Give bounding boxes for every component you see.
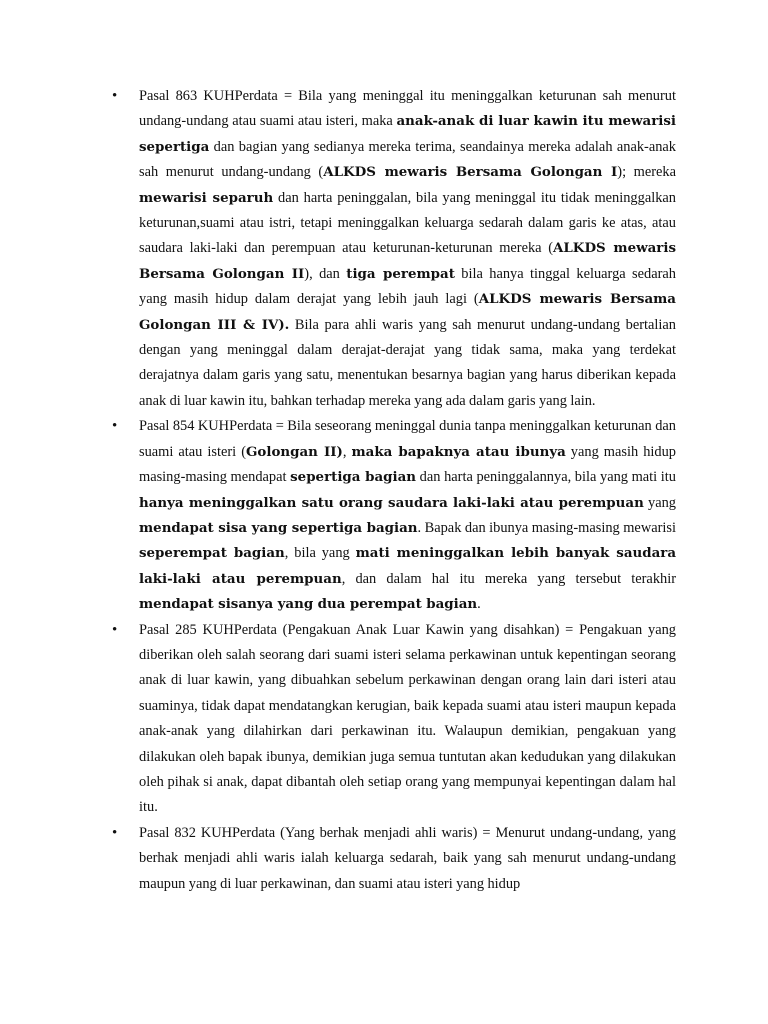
text-segment: , bbox=[342, 443, 352, 460]
text-segment: , dan dalam hal itu mereka yang tersebut terakhir bbox=[341, 570, 676, 587]
bold-text-segment: ALKDS mewaris Bersama Golongan I bbox=[323, 164, 618, 181]
bullet-icon: • bbox=[112, 824, 118, 841]
paragraph-pasal-863 bbox=[139, 84, 676, 414]
bold-text-segment: Golongan II) bbox=[246, 443, 343, 460]
bullet-icon: • bbox=[112, 88, 118, 104]
text-segment: Bila para ahli waris yang sah menurut undang-undang bertalian dengan yang meninggal dalam derajat-derajat yang tidak sama, maka yang terdekat derajatnya dalam garis yang satu, menentukan besarnya bagian yang harus diberikan kepada anak di luar kawin itu, bahkan terhadap mereka yang ada dalam garis yang lain. bbox=[139, 316, 676, 409]
list-item bbox=[112, 414, 676, 617]
text-segment: Pasal 832 KUHPerdata (Yang berhak menjadi ahli waris) = Menurut undang-undang, yang berhak menjadi ahli waris ialah keluarga sedarah, baik yang sah menurut undang-undang maupun yang di luar perkawinan, dan suami atau isteri yang hidup bbox=[139, 824, 676, 892]
text-segment: Pasal 854 KUHPerdata = Bila seseorang meninggal dunia tanpa meninggalkan keturunan dan suami atau isteri ( bbox=[139, 418, 676, 460]
text-segment: , bila yang bbox=[284, 545, 356, 562]
bullet-icon: • bbox=[112, 621, 118, 638]
text-segment: Pasal 863 KUHPerdata = Bila yang meninggal itu meninggalkan keturunan sah menurut undang-undang atau suami atau isteri, maka bbox=[139, 88, 676, 130]
bold-text-segment: anak-anak di luar kawin itu mewarisi sepertiga bbox=[139, 113, 676, 155]
list-item bbox=[112, 618, 676, 821]
text-segment: ); mereka bbox=[617, 164, 677, 181]
text-segment: . bbox=[477, 596, 481, 613]
bold-text-segment: mendapat sisanya yang dua perempat bagian bbox=[139, 596, 478, 613]
bold-text-segment: sepertiga bagian bbox=[290, 469, 417, 486]
bold-text-segment: tiga perempat bbox=[346, 265, 455, 282]
text-segment: ), dan bbox=[304, 265, 347, 282]
bold-text-segment: ALKDS mewaris Bersama Golongan II bbox=[139, 240, 676, 282]
text-segment: dan harta peninggalannya, bila yang mati itu bbox=[416, 469, 677, 486]
text-segment: . Bapak dan ibunya masing-masing mewarisi bbox=[417, 519, 676, 536]
text-segment: Pasal 285 KUHPerdata (Pengakuan Anak Luar Kawin yang disahkan) = Pengakuan yang diberikan oleh salah seorang dari suami isteri selama perkawinan untuk kepentingan seorang anak di luar kawin, yang dibuahkan sebelum perkawinan dengan orang lain dari isteri atau suaminya, tidak dapat mendatangkan kerugian, baik kepada suami atau isteri maupun kepada anak-anak yang dilahirkan dari perkawinan itu. Walaupun demikian, pengakuan yang dilakukan oleh bapak ibunya, demikian juga semua tuntutan akan kedudukan yang dilakukan oleh pihak si anak, dapat dibantah oleh setiap orang yang mempunyai kepentingan dalam hal itu. bbox=[139, 621, 676, 816]
bold-text-segment: hanya meninggalkan satu orang saudara laki-laki atau perempuan bbox=[139, 494, 644, 511]
text-segment: dan harta peninggalan, bila yang meninggal itu tidak meninggalkan keturunan,suami atau istri, tetapi meninggalkan keluarga sedarah dalam garis ke atas, atau saudara laki-laki dan perempuan atau keturunan-keturunan mereka ( bbox=[139, 189, 676, 257]
bold-text-segment: maka bapaknya atau ibunya bbox=[351, 443, 566, 460]
paragraph-pasal-854 bbox=[139, 414, 676, 617]
bold-text-segment: mendapat sisa yang sepertiga bagian bbox=[139, 519, 418, 536]
text-segment: dan bagian yang sedianya mereka terima, seandainya mereka adalah anak-anak sah menurut undang-undang ( bbox=[139, 138, 676, 181]
bold-text-segment: mati meninggalkan lebih banyak saudara laki-laki atau perempuan bbox=[139, 545, 677, 587]
list-item bbox=[112, 84, 676, 414]
bold-text-segment: ALKDS mewaris Bersama Golongan III & IV). bbox=[139, 291, 676, 333]
text-segment: bila hanya tinggal keluarga sedarah yang masih hidup dalam derajat yang lebih jauh lagi ( bbox=[139, 265, 676, 308]
text-segment: yang bbox=[643, 494, 676, 511]
article-list bbox=[112, 84, 676, 897]
list-item bbox=[112, 821, 676, 897]
text-segment: yang masih hidup masing-masing mendapat bbox=[139, 443, 676, 486]
paragraph-pasal-832 bbox=[139, 821, 676, 897]
bold-text-segment: seperempat bagian bbox=[139, 545, 285, 562]
bullet-icon: • bbox=[112, 418, 118, 435]
paragraph-pasal-285 bbox=[139, 618, 676, 821]
bold-text-segment: mewarisi separuh bbox=[139, 189, 274, 206]
